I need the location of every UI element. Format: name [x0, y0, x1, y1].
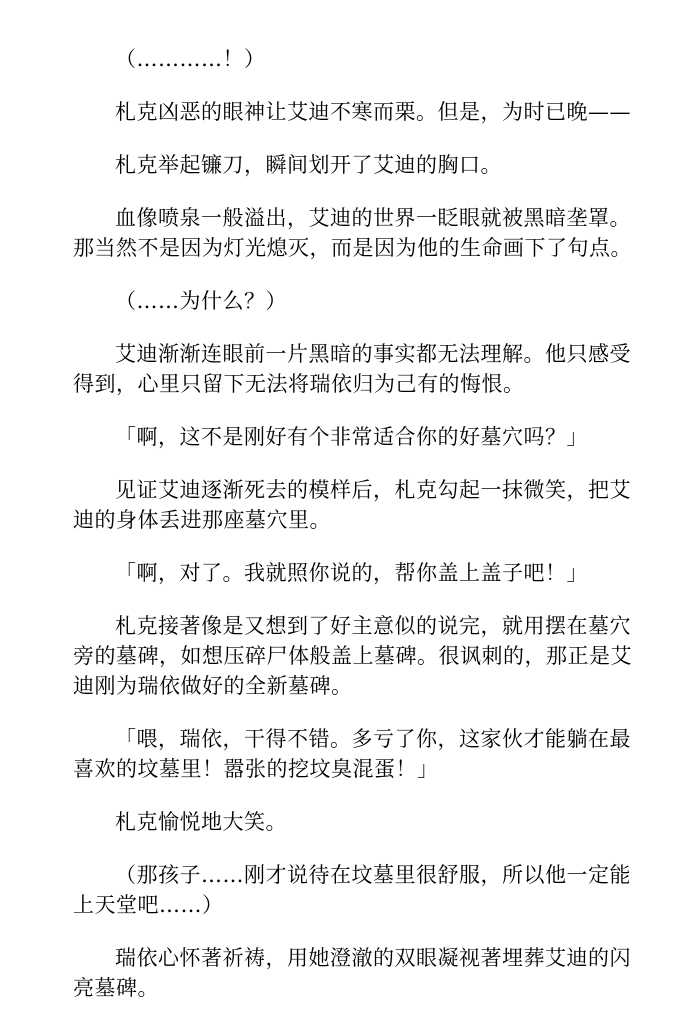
paragraph: 艾迪渐渐连眼前一片黑暗的事实都无法理解。他只感受得到，心里只留下无法将瑞依归为己有的悔恨。: [73, 342, 631, 396]
paragraph: 札克举起镰刀，瞬间划开了艾迪的胸口。: [115, 153, 502, 177]
paragraph: 瑞依心怀著祈祷，用她澄澈的双眼凝视著埋葬艾迪的闪亮墓碑。: [73, 946, 631, 1000]
paragraph: 札克愉悦地大笑。: [115, 810, 287, 834]
paragraph: 「啊，对了。我就照你说的，帮你盖上盖子吧！」: [115, 561, 588, 585]
paragraph: （那孩子……刚才说待在坟墓里很舒服，所以他一定能上天堂吧……）: [73, 863, 631, 917]
paragraph: 血像喷泉一般溢出，艾迪的世界一眨眼就被黑暗垄罩。那当然不是因为灯光熄灭，而是因为他的生命画下了句点。: [73, 206, 632, 260]
paragraph: 札克接著像是又想到了好主意似的说完，就用摆在墓穴旁的墓碑，如想压碎尸体般盖上墓碑。很讽刺的，那正是艾迪刚为瑞依做好的全新墓碑。: [73, 614, 632, 698]
paragraph: 「喂，瑞依，干得不错。多亏了你，这家伙才能躺在最喜欢的坟墓里！嚣张的挖坟臭混蛋！」: [73, 727, 631, 781]
paragraph: 札克凶恶的眼神让艾迪不寒而栗。但是，为时已晚——: [115, 100, 631, 124]
paragraph: （…………！）: [115, 47, 266, 71]
paragraph: 见证艾迪逐渐死去的模样后，札克勾起一抹微笑，把艾迪的身体丢进那座墓穴里。: [73, 478, 631, 532]
paragraph: （……为什么？）: [115, 289, 287, 313]
paragraph: 「啊，这不是刚好有个非常适合你的好墓穴吗？」: [115, 425, 588, 449]
body-text: [73, 44, 638, 1026]
